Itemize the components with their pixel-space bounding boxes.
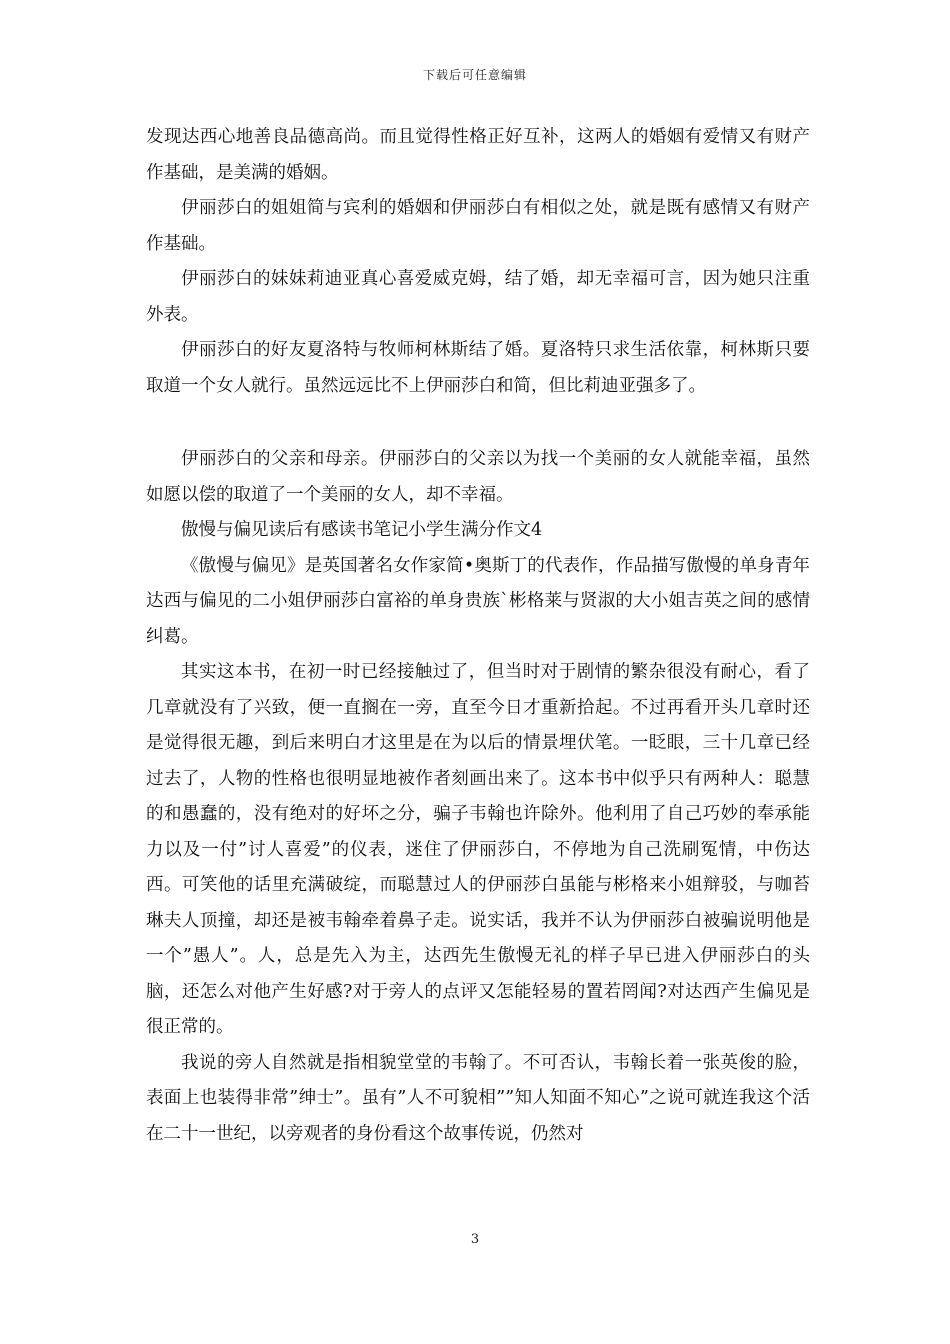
section-heading: 傲慢与偏见读后有感读书笔记小学生满分作文4 [181,520,543,540]
document-body [146,120,810,1152]
paragraph: 伊丽莎白的姐姐简与宾利的婚姻和伊丽莎白有相似之处，就是既有感情又有财产作基础。 [146,198,810,254]
page-number: 3 [470,1232,480,1247]
page-header: 下载后可任意编辑 [422,68,527,82]
paragraph-continued: 发现达西心地善良品德高尚。而且觉得性格正好互补，这两人的婚姻有爱情又有财产作基础，是美满的婚姻。 [146,127,810,183]
paragraph: 伊丽莎白的好友夏洛特与牧师柯林斯结了婚。夏洛特只求生活依靠，柯林斯只要取道一个女人就行。虽然远远比不上伊丽莎白和简，但比莉迪亚强多了。 [146,340,810,396]
paragraph-gap [146,404,810,442]
paragraph: 我说的旁人自然就是指相貌堂堂的韦翰了。不可否认，韦翰长着一张英俊的脸，表面上也装得非常”绅士”。虽有”人不可貌相””知人知面不知心”之说可就连我这个活在二十一世纪，以旁观者的身份看这个故事传说，仍然对 [146,1052,810,1144]
paragraph: 伊丽莎白的父亲和母亲。伊丽莎白的父亲以为找一个美丽的女人就能幸福，虽然如愿以偿的取道了一个美丽的女人，却不幸福。 [146,449,810,505]
paragraph: 伊丽莎白的妹妹莉迪亚真心喜爱威克姆，结了婚，却无幸福可言，因为她只注重外表。 [146,269,810,325]
paragraph: 其实这本书，在初一时已经接触过了，但当时对于剧情的繁杂很没有耐心，看了几章就没有了兴致，便一直搁在一旁，直至今日才重新拾起。不过再看开头几章时还是觉得很无趣，到后来明白才这里是在为以后的情景埋伏笔。一眨眼，三十几章已经过去了，人物的性格也很明显地被作者刻画出来了。这本书中似乎只有两种人：聪慧的和愚蠢的，没有绝对的好坏之分，骗子韦翰也许除外。他利用了自己巧妙的奉承能力以及一付”讨人喜爱”的仪表，迷住了伊丽莎白，不停地为自己洗刷冤情，中伤达西。可笑他的话里充满破绽，而聪慧过人的伊丽莎白虽能与彬格来小姐辩驳，与咖苔琳夫人顶撞，却还是被韦翰牵着鼻子走。说实话，我并不认为伊丽莎白被骗说明他是一个”愚人”。人，总是先入为主，达西先生傲慢无礼的样子早已进入伊丽莎白的头脑，还怎么对他产生好感?对于旁人的点评又怎能轻易的置若罔闻?对达西产生偏见是很正常的。 [146,662,810,1037]
paragraph: 《傲慢与偏见》是英国著名女作家简•奥斯丁的代表作，作品描写傲慢的单身青年达西与偏见的二小姐伊丽莎白富裕的单身贵族`彬格莱与贤淑的大小姐吉英之间的感情纠葛。 [146,555,810,647]
